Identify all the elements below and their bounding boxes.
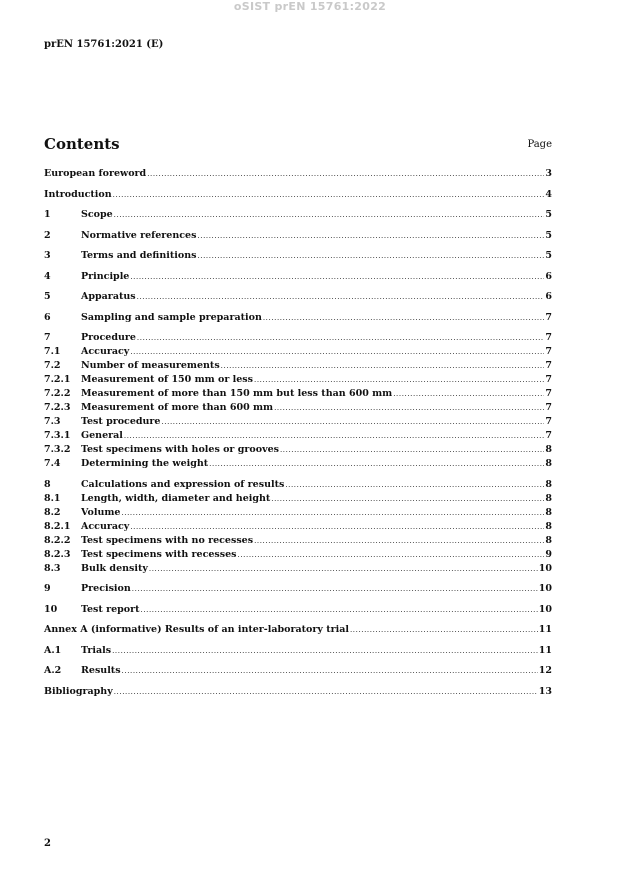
toc-leader-dots [197, 250, 544, 263]
toc-entry-title: European foreword [44, 168, 147, 179]
toc-entry[interactable] [44, 623, 552, 637]
toc-entry-page: 8 [545, 492, 552, 504]
toc-entry-number: 9 [44, 583, 51, 594]
toc-entry-number: 7.3.2 [44, 444, 71, 455]
toc-entry-title: Precision [81, 583, 131, 594]
toc-leader-dots [130, 346, 544, 359]
document-id: prEN 15761:2021 (E) [44, 39, 164, 50]
contents-title: Contents [44, 135, 120, 153]
toc-entry[interactable] [44, 429, 552, 443]
toc-entry-number: 6 [44, 311, 51, 323]
toc-entry-title: General [81, 430, 123, 441]
toc-leader-dots [124, 430, 544, 443]
toc-entry-number: A.1 [44, 644, 62, 656]
toc-entry-title: Volume [81, 506, 121, 518]
toc-entry[interactable] [44, 270, 552, 284]
watermark: oSIST prEN 15761:2022 [233, 0, 387, 13]
page-number: 2 [44, 838, 51, 849]
toc-entry[interactable] [44, 603, 552, 617]
toc-entry-page: 4 [545, 188, 552, 200]
toc-entry-page: 7 [545, 332, 552, 343]
toc-leader-dots [141, 604, 538, 617]
toc-entry-page: 13 [538, 685, 552, 697]
toc-entry-page: 7 [545, 346, 552, 357]
toc-entry[interactable] [44, 478, 552, 492]
toc-leader-dots [393, 388, 544, 401]
toc-entry[interactable] [44, 582, 552, 596]
toc-entry-number: 7.2.2 [44, 388, 71, 399]
toc-entry-number: 8.2.1 [44, 520, 71, 532]
toc-entry[interactable] [44, 373, 552, 387]
toc-entry-title: Apparatus [81, 291, 136, 302]
toc-entry-page: 10 [538, 603, 552, 615]
toc-entry-page: 9 [545, 548, 552, 560]
toc-entry-title: Results [81, 665, 121, 676]
toc-entry[interactable] [44, 534, 552, 548]
toc-entry-page: 5 [545, 250, 552, 261]
toc-entry-page: 12 [538, 665, 552, 676]
toc-leader-dots [350, 624, 538, 637]
toc-entry[interactable] [44, 359, 552, 373]
toc-entry[interactable] [44, 443, 552, 457]
toc-entry-page: 6 [545, 270, 552, 282]
toc-leader-dots [122, 665, 538, 678]
toc-leader-dots [137, 332, 544, 345]
toc-entry-title: Accuracy [81, 346, 130, 357]
toc-leader-dots [221, 360, 545, 373]
toc-entry-number: 8.2 [44, 506, 61, 518]
toc-entry-number: 1 [44, 209, 51, 220]
toc-entry-title: Measurement of more than 150 mm but less than 600 mm [81, 388, 393, 399]
toc-leader-dots [209, 458, 544, 471]
toc-leader-dots [274, 402, 544, 415]
toc-entry[interactable] [44, 331, 552, 345]
toc-leader-dots [263, 312, 545, 325]
toc-leader-dots [114, 686, 538, 699]
toc-entry-page: 3 [545, 168, 552, 179]
toc-entry-page: 6 [545, 291, 552, 302]
toc-entry-title: Measurement of 150 mm or less [81, 374, 253, 385]
toc-leader-dots [114, 209, 545, 222]
toc-entry-title: Principle [81, 270, 130, 282]
toc-entry[interactable] [44, 401, 552, 415]
toc-entry[interactable] [44, 249, 552, 263]
toc-entry[interactable] [44, 290, 552, 304]
toc-entry-title: Test procedure [81, 416, 161, 427]
table-of-contents [44, 167, 552, 699]
toc-entry[interactable] [44, 311, 552, 325]
toc-entry[interactable] [44, 208, 552, 222]
toc-leader-dots [130, 271, 544, 284]
toc-entry-title: Determining the weight [81, 458, 209, 469]
toc-entry-title: Introduction [44, 188, 112, 200]
toc-entry-title: Procedure [81, 332, 136, 343]
toc-entry[interactable] [44, 229, 552, 243]
toc-entry[interactable] [44, 562, 552, 576]
toc-entry-page: 8 [545, 444, 552, 455]
toc-entry-number: 8.2.3 [44, 548, 71, 560]
toc-leader-dots [112, 645, 538, 658]
toc-entry[interactable] [44, 387, 552, 401]
toc-leader-dots [254, 535, 544, 548]
toc-entry-number: 7.2.1 [44, 374, 71, 385]
toc-entry[interactable] [44, 415, 552, 429]
toc-entry-page: 7 [545, 430, 552, 441]
toc-entry-page: 7 [545, 360, 552, 371]
toc-entry-number: 2 [44, 229, 51, 241]
toc-entry-title: Normative references [81, 229, 197, 241]
toc-entry-title: Test specimens with no recesses [81, 534, 254, 546]
toc-entry-page: 7 [545, 311, 552, 323]
toc-entry-title: Length, width, diameter and height [81, 492, 271, 504]
toc-entry-title: Number of measurements [81, 360, 220, 371]
toc-entry-number: 7.2.3 [44, 402, 71, 413]
toc-entry-page: 8 [545, 506, 552, 518]
toc-entry-page: 11 [538, 624, 552, 635]
toc-entry-title: Trials [81, 644, 112, 656]
toc-entry-number: 8.2.2 [44, 534, 71, 546]
toc-entry-number: 7.1 [44, 346, 61, 357]
toc-leader-dots [238, 549, 545, 562]
toc-leader-dots [280, 444, 544, 457]
toc-entry-title: Test specimens with holes or grooves [81, 444, 279, 455]
toc-entry-number: 7.2 [44, 360, 61, 371]
toc-entry-page: 7 [545, 374, 552, 385]
toc-entry-number: 10 [44, 603, 58, 615]
toc-entry-page: 7 [545, 388, 552, 399]
toc-entry-page: 7 [545, 416, 552, 427]
toc-entry-title: Sampling and sample preparation [81, 311, 262, 323]
toc-entry-title: Accuracy [81, 520, 130, 532]
toc-entry-title: Terms and definitions [81, 250, 197, 261]
toc-leader-dots [149, 563, 538, 576]
toc-leader-dots [285, 479, 544, 492]
toc-entry-title: Test report [81, 603, 140, 615]
toc-entry-title: Measurement of more than 600 mm [81, 402, 274, 413]
toc-entry-number: 7.4 [44, 458, 61, 469]
toc-entry[interactable] [44, 644, 552, 658]
toc-entry-page: 10 [538, 583, 552, 594]
toc-entry-page: 8 [545, 458, 552, 469]
toc-entry-title: Bulk density [81, 562, 148, 574]
toc-entry-page: 5 [545, 209, 552, 220]
toc-entry-page: 5 [545, 229, 552, 241]
toc-entry-number: 7 [44, 332, 51, 343]
toc-leader-dots [161, 416, 544, 429]
toc-entry[interactable] [44, 167, 552, 181]
toc-leader-dots [271, 493, 544, 506]
toc-entry-title: Annex A (informative) Results of an inter-laboratory trial [44, 624, 349, 635]
toc-entry[interactable] [44, 457, 552, 471]
toc-entry-number: A.2 [44, 665, 62, 676]
toc-entry-page: 11 [538, 644, 552, 656]
toc-leader-dots [132, 583, 538, 596]
toc-entry[interactable] [44, 492, 552, 506]
toc-leader-dots [137, 291, 545, 304]
toc-entry[interactable] [44, 548, 552, 562]
toc-leader-dots [197, 230, 544, 243]
toc-leader-dots [254, 374, 544, 387]
toc-entry-number: 7.3.1 [44, 430, 71, 441]
toc-entry-page: 10 [538, 562, 552, 574]
toc-leader-dots [113, 189, 545, 202]
toc-entry[interactable] [44, 506, 552, 520]
toc-entry-title: Scope [81, 209, 113, 220]
toc-entry-page: 7 [545, 402, 552, 413]
toc-leader-dots [147, 168, 544, 181]
toc-entry-title: Bibliography [44, 685, 113, 697]
toc-entry-page: 8 [545, 520, 552, 532]
toc-entry-page: 8 [545, 534, 552, 546]
toc-entry-title: Test specimens with recesses [81, 548, 237, 560]
toc-entry-number: 7.3 [44, 416, 61, 427]
toc-entry-page: 8 [545, 478, 552, 490]
toc-entry-number: 4 [44, 270, 51, 282]
toc-entry-title: Calculations and expression of results [81, 478, 285, 490]
toc-leader-dots [130, 521, 544, 534]
toc-entry-number: 8.3 [44, 562, 61, 574]
toc-entry[interactable] [44, 188, 552, 202]
toc-entry-number: 5 [44, 291, 51, 302]
toc-leader-dots [121, 507, 544, 520]
toc-entry-number: 3 [44, 250, 51, 261]
page-column-header: Page [527, 139, 552, 150]
toc-entry[interactable] [44, 685, 552, 699]
toc-entry[interactable] [44, 345, 552, 359]
toc-entry[interactable] [44, 664, 552, 678]
toc-entry[interactable] [44, 520, 552, 534]
toc-entry-number: 8 [44, 478, 51, 490]
toc-entry-number: 8.1 [44, 492, 61, 504]
